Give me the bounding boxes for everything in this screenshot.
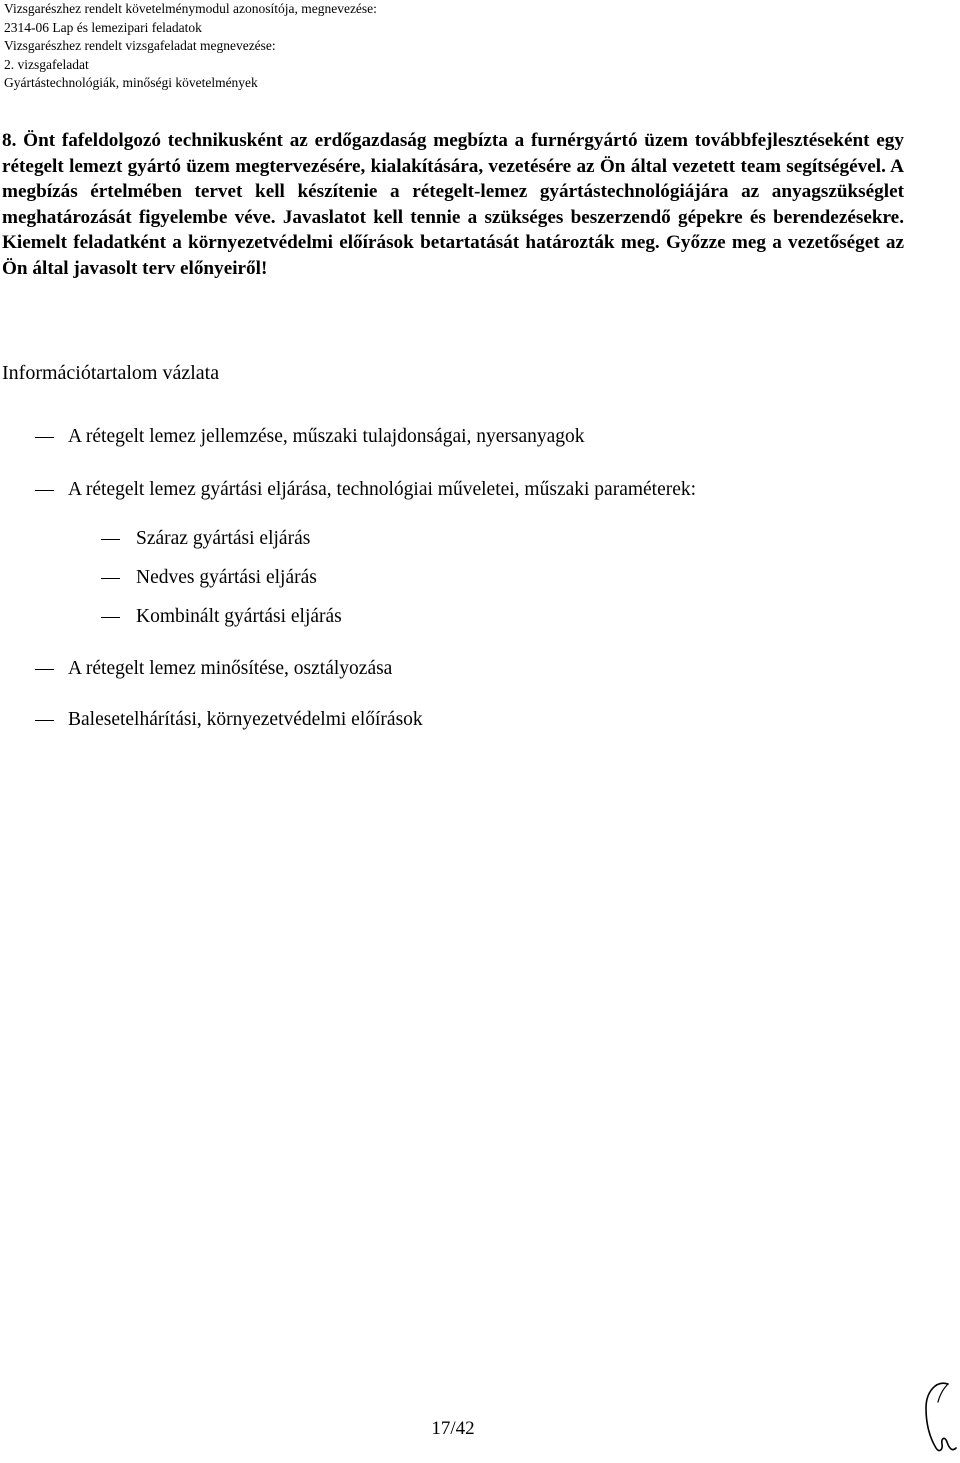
outline-item	[68, 477, 696, 503]
header-task-label: Vizsgarészhez rendelt vizsgafeladat megnevezése:	[4, 38, 276, 53]
document-header	[4, 0, 377, 93]
outline-item-text: A rétegelt lemez jellemzése, műszaki tulajdonságai, nyersanyagok	[68, 426, 585, 447]
dash-bullet-icon	[35, 490, 54, 491]
dash-bullet-icon	[35, 669, 54, 670]
dash-bullet-icon	[101, 617, 120, 618]
header-task-number: 2. vizsgafeladat	[4, 56, 89, 72]
outline-item-text: Balesetelhárítási, környezetvédelmi előírások	[68, 709, 423, 730]
outline-item-text: A rétegelt lemez minősítése, osztályozása	[68, 658, 393, 679]
outline-item	[68, 424, 585, 450]
header-module-name: 2314-06 Lap és lemezipari feladatok	[4, 19, 202, 35]
dash-bullet-icon	[35, 437, 54, 438]
outline-item-text: A rétegelt lemez gyártási eljárása, technológiai műveletei, műszaki paraméterek:	[68, 479, 697, 500]
header-task-name: Gyártástechnológiák, minőségi követelmények	[4, 75, 258, 90]
outline-subitem	[136, 526, 310, 552]
outline-subitem-text: Nedves gyártási eljárás	[136, 567, 317, 588]
outline-item	[68, 707, 423, 733]
outline-subitem	[136, 565, 317, 591]
outline-subitem	[136, 604, 342, 630]
dash-bullet-icon	[35, 720, 54, 721]
outline-item	[68, 656, 392, 682]
dash-bullet-icon	[101, 539, 120, 540]
outline-subitem-text: Száraz gyártási eljárás	[136, 528, 311, 549]
task-description: 8. Önt fafeldolgozó technikusként az erdőgazdaság megbízta a furnérgyártó üzem továbbfejlesztéseként egy rétegelt lemezt gyártó üzem megtervezésére, kialakítására, vezetésére az Ön által vezetett team segítségével. A megbízás értelmében tervet kell készítenie a rétegelt-lemez gyártástechnológiájára az anyagszükséglet meghatározását figyelembe véve. Javaslatot kell tennie a szükséges beszerzendő gépekre és berendezésekre. Kiemelt feladatként a környezetvédelmi előírások betartatását határozták meg. Győzze meg a vezetőséget az Ön által javasolt terv előnyeiről!	[2, 130, 904, 279]
header-module-label: Vizsgarészhez rendelt követelménymodul azonosítója, megnevezése:	[4, 1, 377, 16]
outline-subitem-text: Kombinált gyártási eljárás	[136, 606, 342, 627]
outline-title: Információtartalom vázlata	[2, 362, 220, 384]
dash-bullet-icon	[101, 578, 120, 579]
page-number: 17/42	[431, 1418, 475, 1439]
signature-icon	[918, 1378, 958, 1460]
